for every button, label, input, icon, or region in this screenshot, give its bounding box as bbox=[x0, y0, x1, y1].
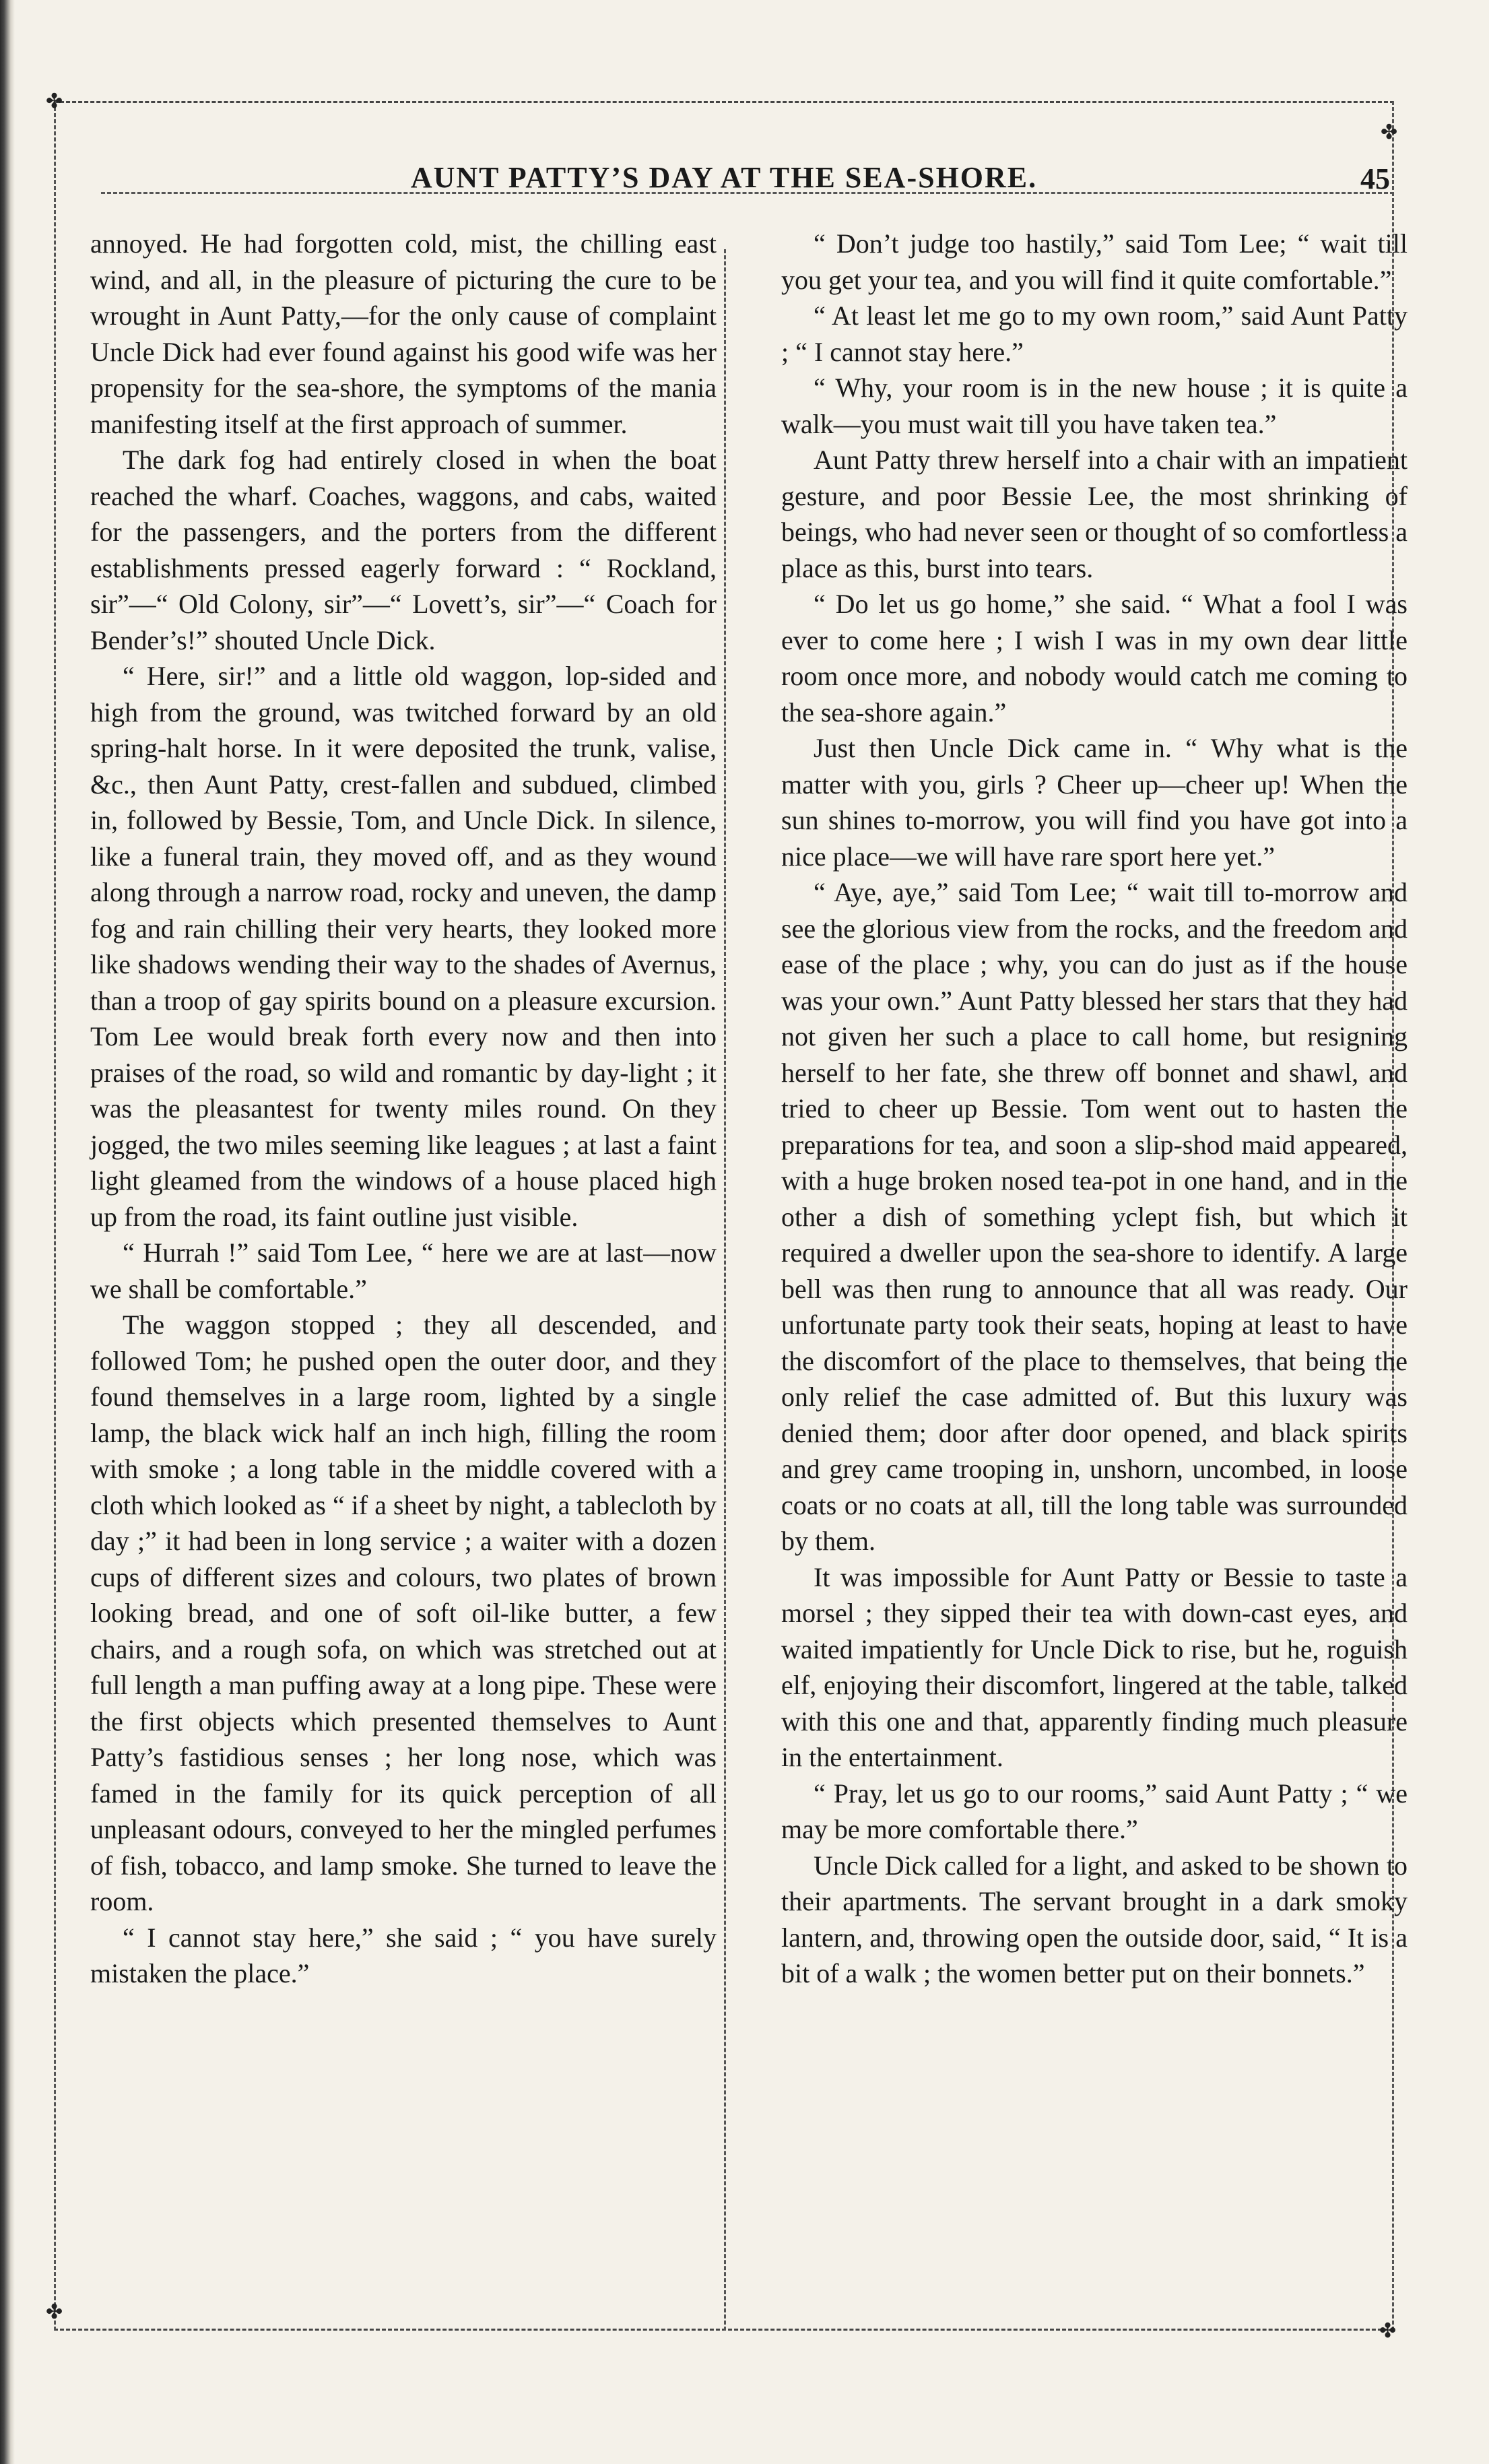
corner-ornament-icon: ✤ bbox=[1381, 121, 1398, 143]
paragraph: “ Hurrah !” said Tom Lee, “ here we are at last—now we shall be comfortable.” bbox=[90, 1237, 717, 1304]
paragraph: “ At least let me go to my own room,” said Aunt Patty ; “ I cannot stay here.” bbox=[781, 300, 1408, 367]
paragraph: “ Here, sir!” and a little old waggon, lop-sided and high from the ground, was twitched forward by an old spring-halt horse. In it were deposited the trunk, valise, &c., then Aunt Patty, crest-fallen and subdued, climbed in, followed by Bessie, Tom, and Uncle Dick. In silence, like a funeral train, they moved off, and as they wound along through a narrow road, rocky and uneven, the damp fog and rain chilling their very hearts, they looked more like shadows wending their way to the shades of Avernus, than a troop of gay spirits bound on a pleasure excursion. Tom Lee would break forth every now and then into praises of the road, so wild and romantic by day-light ; it was the pleasantest for twenty miles round. On they jogged, the two miles seeming like leagues ; at last a faint light gleamed from the windows of a house placed high up from the road, its faint outline just visible. bbox=[90, 661, 717, 1232]
paragraph: Aunt Patty threw herself into a chair with an impatient gesture, and poor Bessie Lee, the most shrinking of beings, who had never seen or thought of so comfortless a place as this, burst into tears. bbox=[781, 445, 1408, 583]
paragraph: “ Do let us go home,” she said. “ What a fool I was ever to come here ; I wish I was in my own dear little room once more, and nobody would catch me coming to the sea-shore again.” bbox=[781, 589, 1408, 727]
paragraph: The waggon stopped ; they all descended, and followed Tom; he pushed open the outer door, and they found themselves in a large room, lighted by a single lamp, the black wick half an inch high, filling the room with smoke ; a long table in the middle covered with a cloth which looked as “ if a sheet by night, a tablecloth by day ;” it had been in long service ; a waiter with a dozen cups of different sizes and colours, two plates of brown looking bread, and one of soft oil-like butter, a few chairs, and a rough sofa, on which was stretched out at full length a man puffing away at a long pipe. These were the first objects which presented themselves to Aunt Patty’s fastidious senses ; her long nose, which was famed in the family for its quick perception of all unpleasant odours, conveyed to her the mingled perfumes of fish, tobacco, and lamp smoke. She turned to leave the room. bbox=[90, 1309, 717, 1916]
left-column bbox=[90, 226, 717, 1992]
page-header bbox=[54, 160, 1394, 207]
paragraph: “ Don’t judge too hastily,” said Tom Lee; “ wait till you get your tea, and you will find it quite comfortable.” bbox=[781, 228, 1408, 295]
paragraph: The dark fog had entirely closed in when the boat reached the wharf. Coaches, waggons, and cabs, waited for the passengers, and the porters from the different establishments pressed eagerly forward : “ Rockland, sir”—“ Old Colony, sir”—“ Lovett’s, sir”—“ Coach for Bender’s!” shouted Uncle Dick. bbox=[90, 445, 717, 655]
running-title: AUNT PATTY’S DAY AT THE SEA-SHORE. bbox=[410, 161, 1038, 194]
paragraph: annoyed. He had forgotten cold, mist, the chilling east wind, and all, in the pleasure of picturing the cure to be wrought in Aunt Patty,—for the only cause of complaint Uncle Dick had ever found against his good wife was her propensity for the sea-shore, the symptoms of the mania manifesting itself at the first approach of summer. bbox=[90, 228, 717, 439]
corner-ornament-icon: ✤ bbox=[46, 90, 63, 112]
corner-ornament-icon: ✤ bbox=[46, 2301, 63, 2323]
right-column bbox=[781, 226, 1408, 1992]
paragraph: “ I cannot stay here,” she said ; “ you have surely mistaken the place.” bbox=[90, 1922, 717, 1988]
scan-edge bbox=[0, 0, 15, 2464]
column-rule bbox=[724, 249, 726, 2331]
paragraph: “ Pray, let us go to our rooms,” said Aunt Patty ; “ we may be more comfortable there.” bbox=[781, 1778, 1408, 1844]
paragraph: Uncle Dick called for a light, and asked to be shown to their apartments. The servant brought in a dark smoky lantern, and, throwing open the outside door, said, “ It is a bit of a walk ; the women better put on their bonnets.” bbox=[781, 1850, 1408, 1988]
header-rule bbox=[101, 192, 1394, 194]
paragraph: “ Why, your room is in the new house ; it is quite a walk—you must wait till you have taken tea.” bbox=[781, 372, 1408, 439]
paragraph: It was impossible for Aunt Patty or Bessie to taste a morsel ; they sipped their tea with down-cast eyes, and waited impatiently for Uncle Dick to rise, but he, roguish elf, enjoying their discomfort, lingered at the table, talked with this one and that, apparently finding much pleasure in the entertainment. bbox=[781, 1561, 1408, 1772]
paragraph: “ Aye, aye,” said Tom Lee; “ wait till to-morrow and see the glorious view from the rocks, and the freedom and ease of the place ; why, you can do just as if the house was your own.” Aunt Patty blessed her stars that they had not given her such a place to call home, but resigning herself to her fate, she threw off bonnet and shawl, and tried to cheer up Bessie. Tom went out to hasten the preparations for tea, and soon a slip-shod maid appeared, with a huge broken nosed tea-pot in one hand, and in the other a dish of something yclept fish, but which it required a dweller upon the sea-shore to identify. A large bell was then rung to announce that all was ready. Our unfortunate party took their seats, hoping at least to have the discomfort of the place to themselves, that being the only relief the case admitted of. But this luxury was denied them; door after door opened, and black spirits and grey came trooping in, unshorn, uncombed, in loose coats or no coats at all, till the long table was surrounded by them. bbox=[781, 877, 1408, 1556]
paragraph: Just then Uncle Dick came in. “ Why what is the matter with you, girls ? Cheer up—cheer up! When the sun shines to-morrow, you will find you have got into a nice place—we will have rare sport here yet.” bbox=[781, 733, 1408, 872]
page-number: 45 bbox=[1360, 162, 1390, 195]
corner-ornament-icon: ✤ bbox=[1379, 2320, 1397, 2342]
